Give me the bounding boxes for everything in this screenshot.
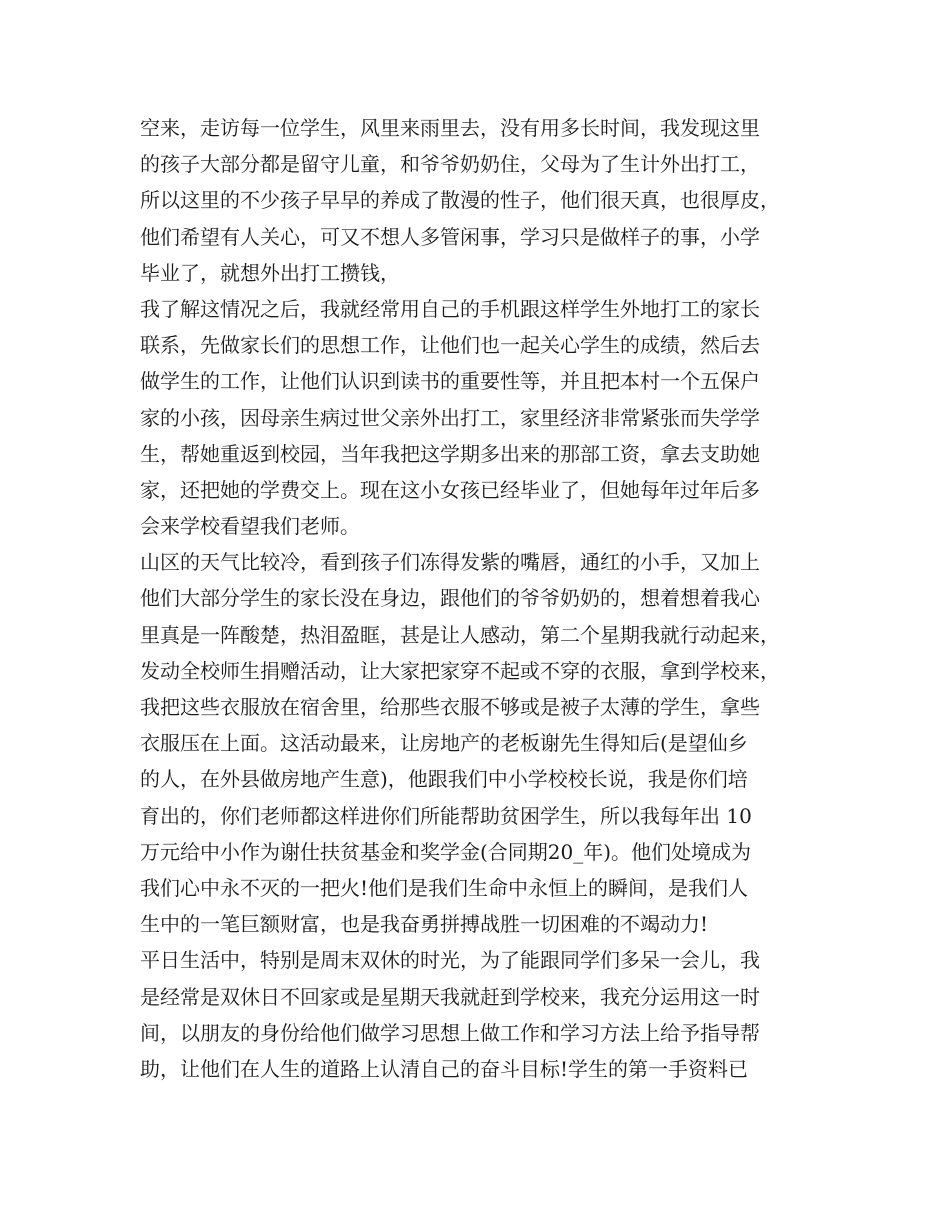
text-line: 他们大部分学生的家长没在身边，跟他们的爷爷奶奶的，想着想着我心 [140, 586, 760, 611]
text-line: 空来，走访每一位学生，风里来雨里去，没有用多长时间，我发现这里 [140, 116, 760, 140]
text-line: 我们心中永不灭的一把火!他们是我们生命中永恒上的瞬间，是我们人 [140, 875, 749, 900]
text-line: 联系，先做家长们的思想工作，让他们也一起关心学生的成绩，然后去 [140, 333, 760, 358]
text-line: 间，以朋友的身份给他们做学习思想上做工作和学习方法上给予指导帮 [140, 1020, 760, 1045]
text-line: 家，还把她的学费交上。现在这小女孩已经毕业了，但她每年过年后多 [140, 477, 760, 502]
document-body [140, 110, 830, 1087]
text-line: 的孩子大部分都是留守儿童，和爷爷奶奶住，父母为了生计外出打工， [140, 152, 760, 177]
text-line: 万元给中小作为谢仕扶贫基金和奖学金(合同期20_年)。他们处境成为 [140, 839, 752, 864]
text-line: 我把这些衣服放在宿舍里，给那些衣服不够或是被子太薄的学生，拿些 [140, 695, 760, 719]
text-line: 毕业了，就想外出打工攒钱， [140, 260, 400, 285]
text-line: 生，帮她重返到校园，当年我把这学期多出来的那部工资，拿去支助她 [140, 441, 760, 466]
text-line: 育出的，你们老师都这样进你们所能帮助贫困学生，所以我每年出 10 [140, 803, 752, 828]
text-line: 的人，在外县做房地产生意)，他跟我们中小学校校长说，我是你们培 [140, 767, 748, 792]
text-line: 助，让他们在人生的道路上认清自己的奋斗目标!学生的第一手资料已 [140, 1056, 749, 1081]
text-line: 是经常是双休日不回家或是星期天我就赶到学校来，我充分运用这一时 [140, 984, 760, 1009]
text-line: 衣服压在上面。这活动最来，让房地产的老板谢先生得知后(是望仙乡 [140, 731, 748, 756]
text-line: 做学生的工作，让他们认识到读书的重要性等，并且把本村一个五保户 [140, 369, 760, 394]
text-line: 平日生活中，特别是周末双休的时光，为了能跟同学们多呆一会儿，我 [140, 948, 760, 973]
text-line: 生中的一笔巨额财富，也是我奋勇拼搏战胜一切困难的不竭动力! [140, 912, 709, 937]
text-line: 家的小孩，因母亲生病过世父亲外出打工，家里经济非常紧张而失学学 [140, 405, 760, 430]
text-line: 所以这里的不少孩子早早的养成了散漫的性子，他们很天真，也很厚皮， [140, 188, 780, 213]
text-line: 山区的天气比较冷，看到孩子们冻得发紫的嘴唇，通红的小手，又加上 [140, 550, 760, 575]
text-line: 会来学校看望我们老师。 [140, 514, 360, 539]
text-line: 我了解这情况之后，我就经常用自己的手机跟这样学生外地打工的家长 [140, 296, 760, 321]
text-line: 他们希望有人关心，可又不想人多管闲事，学习只是做样子的事，小学 [140, 224, 760, 249]
text-line: 里真是一阵酸楚，热泪盈眶，甚是让人感动，第二个星期我就行动起来， [140, 622, 780, 647]
text-line: 发动全校师生捐赠活动，让大家把家穿不起或不穿的衣服，拿到学校来， [140, 658, 780, 683]
